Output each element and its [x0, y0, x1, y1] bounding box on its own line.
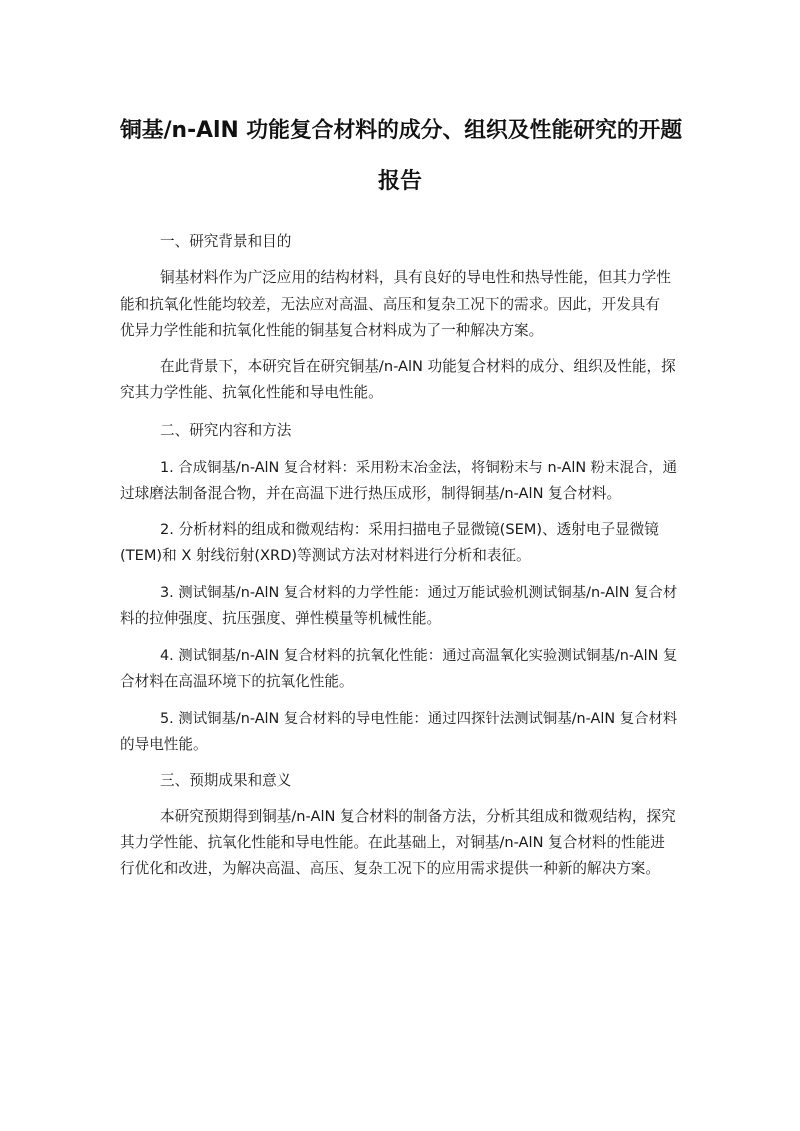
paragraph-line: 在此背景下，本研究旨在研究铜基/n-AlN 功能复合材料的成分、组织及性能，探 — [160, 358, 676, 375]
section-heading-content-methods: 二、研究内容和方法 — [160, 422, 292, 439]
paragraph-line: 究其力学性能、抗氧化性能和导电性能。 — [120, 384, 383, 401]
list-item-line: 的导电性能。 — [120, 736, 208, 753]
paragraph-line: 其力学性能、抗氧化性能和导电性能。在此基础上，对铜基/n-AlN 复合材料的性能进 — [120, 834, 665, 851]
section-heading-expected-results: 三、预期成果和意义 — [160, 772, 292, 789]
list-item-line: 5. 测试铜基/n-AlN 复合材料的导电性能：通过四探针法测试铜基/n-AlN 复合材料 — [160, 711, 678, 727]
list-item-line: 4. 测试铜基/n-AlN 复合材料的抗氧化性能：通过高温氧化实验测试铜基/n-AlN 复 — [160, 648, 678, 664]
document-title-line-2: 报告 — [377, 169, 422, 194]
list-item-line: 1. 合成铜基/n-AlN 复合材料：采用粉末冶金法，将铜粉末与 n-AlN 粉末混合，通 — [160, 460, 678, 476]
list-item-line: 2. 分析材料的组成和微观结构：采用扫描电子显微镜(SEM)、透射电子显微镜 — [160, 521, 659, 538]
list-item-line: 过球磨法制备混合物，并在高温下进行热压成形，制得铜基/n-AlN 复合材料。 — [120, 485, 622, 502]
paragraph-line: 本研究预期得到铜基/n-AlN 复合材料的制备方法，分析其组成和微观结构，探究 — [160, 808, 676, 825]
paragraph-line: 铜基材料作为广泛应用的结构材料，具有良好的导电性和热导性能，但其力学性 — [160, 269, 671, 286]
list-item-line: 料的拉伸强度、抗压强度、弹性模量等机械性能。 — [120, 610, 442, 627]
document-title-line-1: 铜基/n-AlN 功能复合材料的成分、组织及性能研究的开题 — [120, 118, 683, 143]
section-heading-background: 一、研究背景和目的 — [160, 233, 292, 250]
list-item-line: 3. 测试铜基/n-AlN 复合材料的力学性能：通过万能试验机测试铜基/n-AlN 复合材 — [160, 585, 678, 601]
list-item-line: (TEM)和 X 射线衍射(XRD)等测试方法对材料进行分析和表征。 — [120, 547, 531, 564]
paragraph-line: 能和抗氧化性能均较差，无法应对高温、高压和复杂工况下的需求。因此，开发具有 — [120, 296, 660, 313]
paragraph-line: 优异力学性能和抗氧化性能的铜基复合材料成为了一种解决方案。 — [120, 322, 544, 339]
list-item-line: 合材料在高温环境下的抗氧化性能。 — [120, 673, 354, 690]
paragraph-line: 行优化和改进，为解决高温、高压、复杂工况下的应用需求提供一种新的解决方案。 — [120, 860, 660, 877]
